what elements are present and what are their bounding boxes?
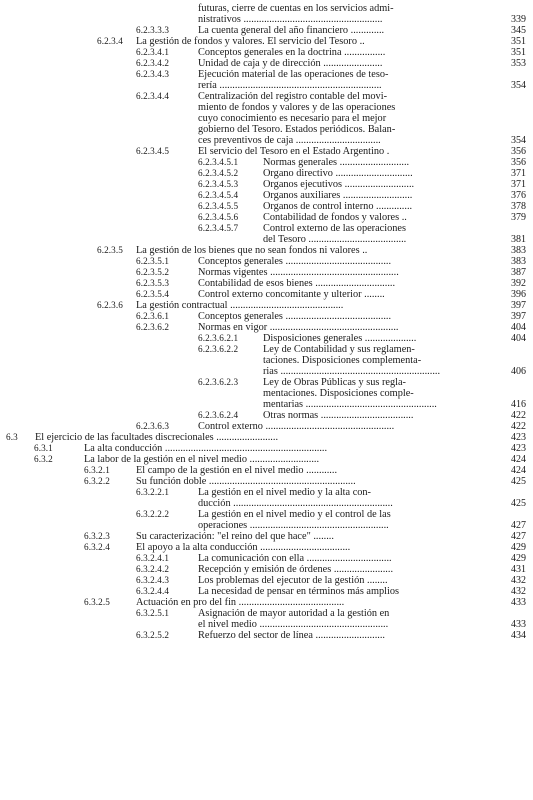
toc-entry-title: Refuerzo del sector de línea ...........................	[198, 630, 386, 641]
toc-entry-title: El ejercicio de las facultades discrecionales ........................	[35, 432, 279, 443]
toc-entry-number: 6.2.3.4.5.3	[198, 179, 239, 189]
toc-entry-number: 6.2.3.5.4	[136, 289, 170, 299]
toc-entry-number: 6.2.3.6.2.4	[198, 410, 239, 420]
toc-entry	[0, 3, 533, 14]
toc-entry-number: 6.3.2.2.2	[136, 509, 170, 519]
toc-entry-number: 6.2.3.6.2	[136, 322, 170, 332]
toc-entry	[0, 14, 533, 25]
toc-entry	[0, 278, 533, 289]
toc-entry-title: futuras, cierre de cuentas en los servicios admi-	[198, 3, 394, 14]
toc-entry-page: 354	[511, 135, 526, 146]
toc-entry-title: nistrativos ......................................................	[198, 14, 383, 25]
toc-entry	[0, 443, 533, 454]
toc-entry	[0, 80, 533, 91]
toc-entry-title: Contabilidad de esos bienes ...............................	[198, 278, 396, 289]
toc-entry	[0, 36, 533, 47]
toc-entry-page: 397	[511, 300, 526, 311]
toc-entry	[0, 47, 533, 58]
toc-entry-page: 379	[511, 212, 526, 223]
toc-entry-number: 6.2.3.5.3	[136, 278, 170, 288]
toc-entry	[0, 575, 533, 586]
toc-entry-page: 404	[511, 322, 526, 333]
toc-entry-page: 383	[511, 245, 526, 256]
toc-entry-number: 6.3.2.4	[84, 542, 110, 552]
toc-entry-page: 432	[511, 586, 526, 597]
toc-entry-page: 424	[511, 465, 526, 476]
toc-entry	[0, 179, 533, 190]
toc-entry-number: 6.2.3.4.5.1	[198, 157, 239, 167]
toc-entry	[0, 388, 533, 399]
toc-entry	[0, 223, 533, 234]
toc-entry-number: 6.3.2.4.2	[136, 564, 170, 574]
toc-entry	[0, 520, 533, 531]
toc-entry-title: Ley de Contabilidad y sus reglamen-	[263, 344, 415, 355]
toc-entry-number: 6.2.3.4.4	[136, 91, 170, 101]
toc-entry	[0, 586, 533, 597]
toc-entry-title: Organos auxiliares ...........................	[263, 190, 413, 201]
toc-entry-page: 423	[511, 443, 526, 454]
toc-entry-page: 427	[511, 531, 526, 542]
toc-entry	[0, 564, 533, 575]
toc-entry-number: 6.2.3.4.5.7	[198, 223, 239, 233]
toc-entry-title: Su función doble .........................................................	[136, 476, 356, 487]
toc-entry-title: operaciones ......................................................	[198, 520, 389, 531]
toc-entry-page: 422	[511, 410, 526, 421]
toc-entry	[0, 234, 533, 245]
toc-entry-title: Organo directivo ..............................	[263, 168, 413, 179]
toc-entry-page: 429	[511, 542, 526, 553]
toc-entry-number: 6.2.3.4.5.2	[198, 168, 239, 178]
toc-entry-title: La labor de la gestión en el nivel medio ...........................	[84, 454, 320, 465]
toc-entry	[0, 201, 533, 212]
toc-entry-title: Organos ejecutivos ...........................	[263, 179, 415, 190]
toc-entry-number: 6.3.2.5.1	[136, 608, 170, 618]
toc-entry	[0, 157, 533, 168]
toc-entry	[0, 476, 533, 487]
toc-entry	[0, 25, 533, 36]
toc-entry	[0, 366, 533, 377]
toc-entry	[0, 69, 533, 80]
toc-entry-page: 397	[511, 311, 526, 322]
toc-entry	[0, 531, 533, 542]
toc-entry-number: 6.2.3.3.3	[136, 25, 170, 35]
toc-entry-page: 416	[511, 399, 526, 410]
toc-entry-title: rias ..............................................................	[263, 366, 441, 377]
toc-entry-page: 356	[511, 157, 526, 168]
toc-entry-page: 425	[511, 498, 526, 509]
toc-entry-title: Unidad de caja y de dirección .......................	[198, 58, 383, 69]
toc-entry-title: La cuenta general del año financiero .............	[198, 25, 385, 36]
toc-entry-number: 6.3.2	[34, 454, 53, 464]
toc-entry	[0, 212, 533, 223]
toc-entry-number: 6.3.2.4.1	[136, 553, 170, 563]
toc-entry	[0, 454, 533, 465]
toc-entry	[0, 190, 533, 201]
toc-entry-number: 6.2.3.5.2	[136, 267, 170, 277]
toc-entry-number: 6.3.2.2	[84, 476, 110, 486]
toc-entry-page: 422	[511, 421, 526, 432]
toc-entry-title: cuyo conocimiento es necesario para el mejor	[198, 113, 387, 124]
toc-entry-number: 6.3.2.5.2	[136, 630, 170, 640]
toc-entry-number: 6.3.2.4.4	[136, 586, 170, 596]
toc-entry-number: 6.3.2.4.3	[136, 575, 170, 585]
toc-entry-title: Recepción y emisión de órdenes .......................	[198, 564, 394, 575]
toc-entry-number: 6.2.3.4.5	[136, 146, 170, 156]
toc-entry-title: gobierno del Tesoro. Estados periódicos. Balan-	[198, 124, 396, 135]
toc-entry-page: 434	[511, 630, 526, 641]
toc-entry-title: El campo de la gestión en el nivel medio ............	[136, 465, 338, 476]
toc-entry	[0, 597, 533, 608]
toc-entry	[0, 168, 533, 179]
toc-entry-number: 6.2.3.6	[97, 300, 123, 310]
toc-entry	[0, 245, 533, 256]
toc-entry-number: 6.2.3.6.2.3	[198, 377, 239, 387]
toc-entry	[0, 146, 533, 157]
toc-entry-title: rería ...............................................................	[198, 80, 382, 91]
toc-entry	[0, 58, 533, 69]
toc-entry	[0, 289, 533, 300]
toc-entry-title: Conceptos generales .........................................	[198, 311, 392, 322]
toc-entry-title: Actuación en pro del fin .........................................	[136, 597, 345, 608]
toc-entry	[0, 256, 533, 267]
toc-entry-title: el nivel medio ..................................................	[198, 619, 389, 630]
toc-entry-page: 371	[511, 179, 526, 190]
toc-entry-number: 6.2.3.4.2	[136, 58, 170, 68]
toc-entry-title: La gestión de fondos y valores. El servicio del Tesoro ..	[136, 36, 365, 47]
toc-entry-title: Otras normas ....................................	[263, 410, 414, 421]
toc-entry	[0, 322, 533, 333]
toc-entry-title: mentaciones. Disposiciones comple-	[263, 388, 414, 399]
toc-entry	[0, 377, 533, 388]
toc-entry-page: 376	[511, 190, 526, 201]
toc-entry-number: 6.2.3.4.5.6	[198, 212, 239, 222]
toc-entry	[0, 630, 533, 641]
toc-entry-number: 6.2.3.6.2.2	[198, 344, 239, 354]
toc-entry	[0, 553, 533, 564]
toc-entry	[0, 102, 533, 113]
toc-entry-title: El apoyo a la alta conducción ...................................	[136, 542, 351, 553]
toc-entry-number: 6.2.3.5	[97, 245, 123, 255]
toc-entry-number: 6.2.3.6.1	[136, 311, 170, 321]
toc-entry-number: 6.3.2.3	[84, 531, 110, 541]
toc-entry-title: Los problemas del ejecutor de la gestión ........	[198, 575, 388, 586]
toc-entry-page: 424	[511, 454, 526, 465]
toc-entry-title: Centralización del registro contable del movi-	[198, 91, 387, 102]
toc-entry-page: 383	[511, 256, 526, 267]
toc-entry-title: mentarias ...................................................	[263, 399, 437, 410]
toc-entry	[0, 542, 533, 553]
toc-entry-title: Conceptos generales en la doctrina ................	[198, 47, 386, 58]
toc-entry-title: La gestión en el nivel medio y el control de las	[198, 509, 391, 520]
toc-entry-number: 6.2.3.4.5.5	[198, 201, 239, 211]
toc-entry-title: Conceptos generales .........................................	[198, 256, 392, 267]
toc-entry	[0, 509, 533, 520]
toc-entry-title: La gestión de los bienes que no sean fondos ni valores ..	[136, 245, 368, 256]
toc-entry	[0, 300, 533, 311]
toc-entry-page: 433	[511, 597, 526, 608]
toc-entry-title: La gestión contractual ............................................	[136, 300, 344, 311]
toc-entry	[0, 619, 533, 630]
toc-entry-number: 6.2.3.4.3	[136, 69, 170, 79]
toc-entry-page: 429	[511, 553, 526, 564]
toc-entry	[0, 333, 533, 344]
toc-entry	[0, 91, 533, 102]
toc-entry	[0, 487, 533, 498]
toc-entry-title: Contabilidad de fondos y valores ..	[263, 212, 407, 223]
toc-entry-title: Ejecución material de las operaciones de teso-	[198, 69, 389, 80]
toc-entry	[0, 498, 533, 509]
toc-entry-page: 392	[511, 278, 526, 289]
toc-entry	[0, 432, 533, 443]
toc-entry	[0, 113, 533, 124]
toc-entry	[0, 355, 533, 366]
toc-entry-page: 396	[511, 289, 526, 300]
toc-entry	[0, 465, 533, 476]
toc-entry	[0, 124, 533, 135]
toc-entry-title: Normas en vigor ..................................................	[198, 322, 399, 333]
toc-entry-number: 6.2.3.4.1	[136, 47, 170, 57]
toc-entry-page: 432	[511, 575, 526, 586]
toc-entry-page: 431	[511, 564, 526, 575]
toc-entry-page: 406	[511, 366, 526, 377]
toc-entry-number: 6.2.3.6.3	[136, 421, 170, 431]
toc-entry-number: 6.2.3.4	[97, 36, 123, 46]
toc-entry-title: Control externo ..................................................	[198, 421, 395, 432]
toc-entry-title: Disposiciones generales ....................	[263, 333, 417, 344]
toc-entry-page: 425	[511, 476, 526, 487]
toc-entry-title: Asignación de mayor autoridad a la gestión en	[198, 608, 390, 619]
toc-entry-title: ces preventivos de caja .................................	[198, 135, 381, 146]
toc-entry-page: 404	[511, 333, 526, 344]
toc-entry-title: La comunicación con ella .................................	[198, 553, 392, 564]
toc-entry	[0, 267, 533, 278]
toc-entry-page: 353	[511, 58, 526, 69]
toc-entry-title: Normas vigentes ..................................................	[198, 267, 399, 278]
toc-entry-title: del Tesoro ......................................	[263, 234, 407, 245]
toc-entry	[0, 399, 533, 410]
toc-entry-page: 356	[511, 146, 526, 157]
toc-entry-page: 351	[511, 36, 526, 47]
toc-entry-page: 387	[511, 267, 526, 278]
toc-entry-page: 339	[511, 14, 526, 25]
toc-entry-page: 423	[511, 432, 526, 443]
toc-entry-page: 378	[511, 201, 526, 212]
toc-entry-page: 427	[511, 520, 526, 531]
toc-entry-number: 6.3.2.1	[84, 465, 110, 475]
toc-entry-number: 6.3.1	[34, 443, 53, 453]
toc-entry	[0, 344, 533, 355]
toc-entry-page: 345	[511, 25, 526, 36]
toc-entry-page: 371	[511, 168, 526, 179]
toc-entry-page: 433	[511, 619, 526, 630]
toc-entry	[0, 608, 533, 619]
toc-entry-number: 6.3.2.5	[84, 597, 110, 607]
toc-entry-number: 6.3	[6, 432, 18, 442]
toc-entry	[0, 135, 533, 146]
toc-entry-page: 354	[511, 80, 526, 91]
toc-entry-title: ducción ..............................................................	[198, 498, 393, 509]
toc-entry-title: La gestión en el nivel medio y la alta con-	[198, 487, 371, 498]
toc-entry-number: 6.2.3.4.5.4	[198, 190, 239, 200]
toc-entry	[0, 311, 533, 322]
toc-entry-title: Control externo de las operaciones	[263, 223, 406, 234]
toc-entry-title: La necesidad de pensar en términos más amplios	[198, 586, 400, 597]
toc-entry-title: Normas generales ...........................	[263, 157, 410, 168]
toc-entry-number: 6.2.3.6.2.1	[198, 333, 239, 343]
toc-entry-title: El servicio del Tesoro en el Estado Argentino .	[198, 146, 390, 157]
toc-entry-title: Control externo concomitante y ulterior ........	[198, 289, 385, 300]
toc-entry	[0, 421, 533, 432]
toc-entry-title: taciones. Disposiciones complementa-	[263, 355, 422, 366]
toc-entry	[0, 410, 533, 421]
toc-entry-page: 381	[511, 234, 526, 245]
toc-entry-number: 6.2.3.5.1	[136, 256, 170, 266]
toc-entry-number: 6.3.2.2.1	[136, 487, 170, 497]
toc-entry-title: La alta conducción ...............................................................	[84, 443, 328, 454]
toc-entry-page: 351	[511, 47, 526, 58]
toc-entry-title: Organos de control interno ..............	[263, 201, 413, 212]
toc-entry-title: Ley de Obras Públicas y sus regla-	[263, 377, 406, 388]
toc-entry-title: miento de fondos y valores y de las operaciones	[198, 102, 396, 113]
toc-entry-title: Su caracterización: "el reino del que hace" ........	[136, 531, 334, 542]
